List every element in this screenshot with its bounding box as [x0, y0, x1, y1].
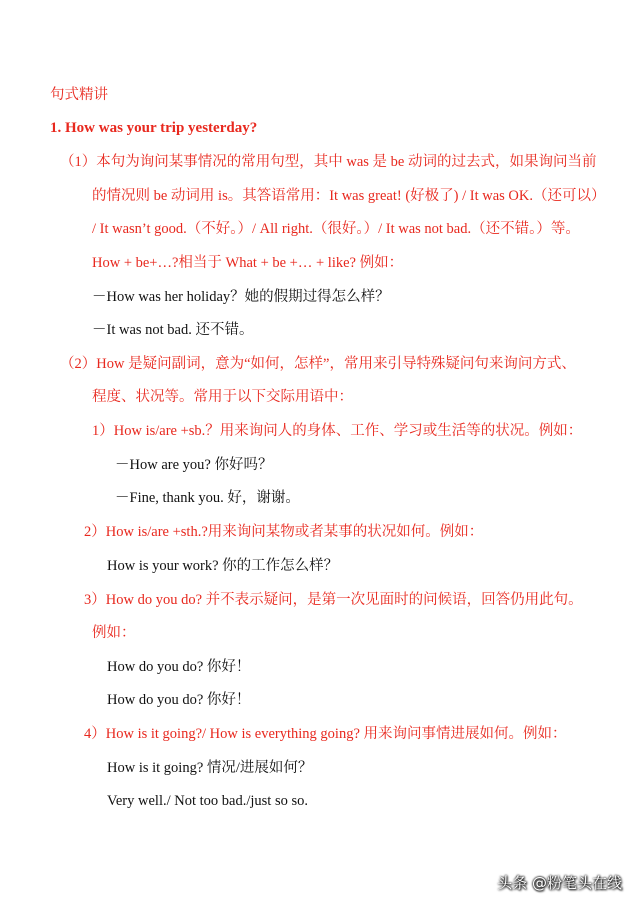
- paragraph-line: （2）How 是疑问副词，意为“如何，怎样”，常用来引导特殊疑问句来询问方式、: [60, 356, 576, 372]
- example-line: －How was her holiday？她的假期过得怎么样？: [92, 289, 390, 305]
- sub-point-line: 2）How is/are +sth.?用来询问某物或者某事的状况如何。例如：: [84, 524, 484, 540]
- example-line: －It was not bad. 还不错。: [92, 322, 254, 338]
- example-line: －Fine, thank you. 好，谢谢。: [115, 490, 300, 506]
- sentence-title: 1. How was your trip yesterday?: [50, 120, 258, 136]
- example-line: How is your work? 你的工作怎么样？: [107, 558, 339, 574]
- example-line: －How are you? 你好吗？: [115, 457, 273, 473]
- sub-point-line: 4）How is it going?/ How is everything going? 用来询问事情进展如何。例如：: [84, 726, 567, 742]
- example-line: How do you do? 你好！: [107, 692, 251, 708]
- sub-point-line: 3）How do you do? 并不表示疑问，是第一次见面时的问候语，回答仍用此句。: [84, 592, 583, 608]
- paragraph-line: 程度、状况等。常用于以下交际用语中：: [92, 389, 353, 405]
- example-line: Very well./ Not too bad./just so so.: [107, 793, 308, 809]
- example-line: How is it going? 情况/进展如何？: [107, 760, 313, 776]
- example-line: How do you do? 你好！: [107, 659, 251, 675]
- paragraph-line: 的情况则 be 动词用 is。其答语常用：It was great! (好极了) / It was OK.（还可以）: [92, 188, 606, 204]
- paragraph-line: How + be+…?相当于 What + be +… + like? 例如：: [92, 255, 404, 271]
- paragraph-line: 例如：: [92, 625, 136, 641]
- watermark: 头条 @粉笔头在线: [497, 874, 622, 892]
- paragraph-line: （1）本句为询问某事情况的常用句型，其中 was 是 be 动词的过去式，如果询问当前: [60, 154, 597, 170]
- sub-point-line: 1）How is/are +sb.？用来询问人的身体、工作、学习或生活等的状况。例如：: [92, 423, 583, 439]
- paragraph-line: / It wasn’t good.（不好。）/ All right.（很好。）/ It was not bad.（还不错。）等。: [92, 221, 580, 237]
- section-heading: 句式精讲: [50, 87, 108, 103]
